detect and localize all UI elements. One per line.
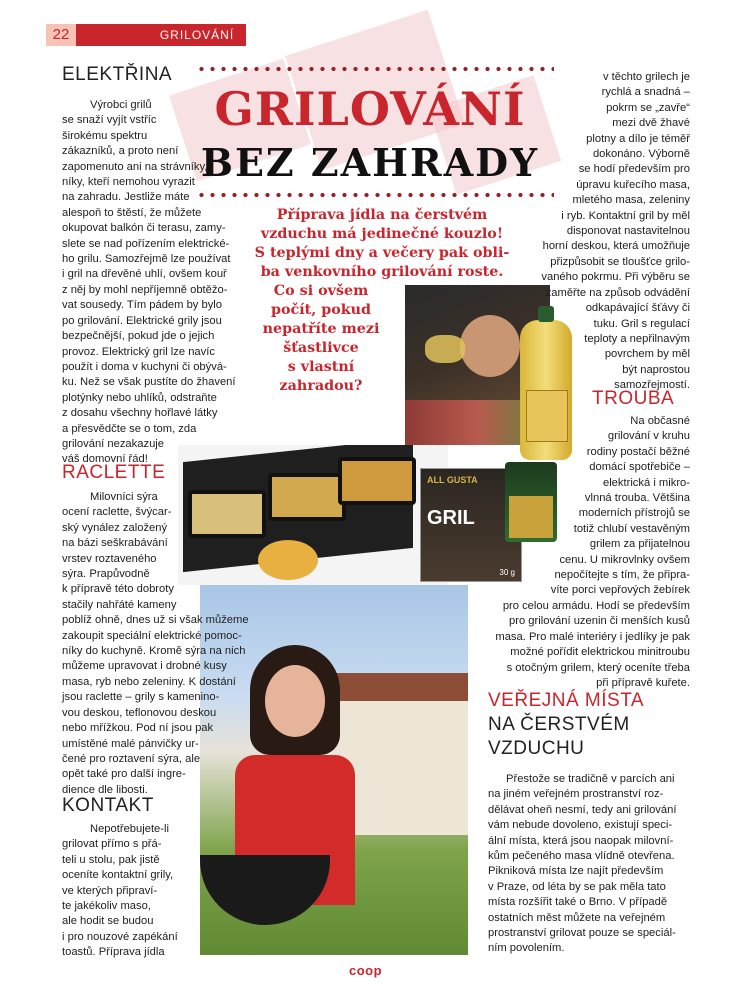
text-line: mletého masa, zeleniny [572,194,690,207]
text-line: možné pořídit elektrickou minitroubu [510,646,690,659]
title-line2: BEZ ZAHRADY [200,140,540,185]
text-line: grilování nezakazuje [62,437,164,450]
text-line: masa, ryb nebo zeleniny. K dostání [62,675,236,688]
lead-line: zahradou? [279,378,363,394]
text-line: můžeme upravovat i drobné kusy [62,660,227,673]
lead-paragraph-end [246,282,396,396]
text-line: i pro nouzové zapékání [62,930,178,943]
text-line: umístěné malé pánvičky ur- [62,737,199,750]
spice-name: GRIL [427,507,475,529]
text-line: v Praze, od léta by se pak měla tato [488,880,666,893]
text-line: přizpůsobit se tloušťce grilo- [550,255,690,268]
raclette-pan [338,457,416,505]
text-line: pokrm se „zavře“ [606,101,690,114]
lead-line: nepatříte mezi [262,321,380,337]
text-line: cenu. U mikrovlnky ovšem [559,553,690,566]
text-line: bezpečnější, pokud jde o jejich [62,330,215,343]
oil-stream [425,335,465,363]
text-line: po grilování. Elektrické grily jsou [62,314,222,327]
text-line: vrstev roztaveného [62,552,157,565]
text-line: opět také pro další ingre- [62,768,186,781]
text-line: masa. Pro malé interiéry i jedlíky je pak [495,630,690,643]
text-line: toastů. Příprava jídla [62,946,165,959]
text-line: disponovat nastavitelnou [566,225,690,238]
text-line: domácí spotřebiče – [589,461,690,474]
lead-paragraph [222,206,542,282]
lead-line: Co si ovšem [273,283,369,299]
text-line: váš domovní řád! [62,453,148,466]
text-line: zákazníků, a proto není [62,145,179,158]
text-line: zapomenuto ani na strávníky, [62,160,208,173]
spice-brand: ALL GUSTA [427,475,478,485]
text-line: grilovat přímo s přá- [62,838,162,851]
text-line: níky do kuchyně. Kromě sýra na nich [62,645,246,658]
text-line: plotýnky nebo uhlíků, odstraňte [62,391,217,404]
chef-face [460,315,520,377]
text-line: samozřejmostí. [614,379,690,392]
text-line: být naprostou [622,363,690,376]
text-line: dokonáno. Výborně [592,148,690,161]
text-line: vám nebude dovoleno, existují speci- [488,819,673,832]
text-line: ocení raclette, švýcar- [62,506,172,519]
spice-weight: 30 g [499,568,515,577]
heading-elektrina: ELEKTŘINA [62,64,173,85]
text-line: širokému spektru [62,129,148,142]
text-line: moderních přístrojů se [578,507,690,520]
text-line: Výrobci grilů [90,99,152,111]
text-line: elektrická i mikro- [602,476,690,489]
lead-line: S teplými dny a večery pak obli- [254,245,510,261]
text-line: při přípravě kuřete. [596,676,690,689]
text-line: poblíž ohně, dnes už si však můžeme [62,614,249,627]
text-line: plotny a dílo je téměř [586,132,690,145]
text-line: místa rozšířit také o Brno. V případě [488,896,668,909]
text-line: mezi dvě žhavé [612,117,690,130]
text-line: rychlá a snadná – [601,86,690,99]
woman-face [265,665,325,737]
text-right-top [538,70,690,394]
text-line: se snaží vyjít vstříc [62,114,157,127]
text-line: Milovníci sýra [90,491,158,503]
text-line: stačily nahřáté kameny [62,598,177,611]
raclette-pan [268,473,346,521]
text-verejna [488,772,698,957]
lead-line: šťastlivce [283,340,359,356]
text-line: nebo mřížkou. Pod ní jsou pak [62,722,214,735]
text-line: použít i doma v kuchyni či obývá- [62,360,227,373]
text-line: grilování v kruhu [607,430,690,443]
text-line: oceníte kontaktní grily, [62,869,174,882]
heading-verejna-line2: NA ČERSTVÉM [488,714,630,735]
text-kontakt [62,822,222,961]
text-line: jsou raclette – grily s kamenino- [62,691,220,704]
heading-verejna [488,690,698,760]
text-line: kům pečeného masa vlídně otevřena. [488,850,675,863]
text-line: pro celou armádu. Hodí se především [502,599,690,612]
heading-raclette: RACLETTE [62,462,166,483]
text-elektrina [62,98,268,468]
text-line: z dosahu všechny hořlavé látky [62,407,218,420]
text-line: teli u stolu, pak jistě [62,853,160,866]
text-line: zaměřte na způsob odvádění [545,286,690,299]
heading-trouba: TROUBA [592,388,675,409]
lead-line: vzduchu má jedinečné kouzlo! [260,226,504,242]
text-line: vlnná trouba. Většina [584,492,690,505]
page-number: 22 [46,24,76,46]
text-line: a přesvědčte se o tom, zda [62,422,197,435]
text-trouba [470,414,690,691]
text-line: na jiném veřejném prostranství roz- [488,788,664,801]
text-line: provoz. Elektrický gril lze navíc [62,345,215,358]
text-line: ním povolením. [488,942,565,955]
lead-line: počít, pokud [270,302,372,318]
text-line: zakoupit speciální elektrické pomoc- [62,629,242,642]
text-line: alespoň to štěstí, že můžete [62,206,202,219]
text-line: tuku. Gril s regulací [593,317,690,330]
text-line: vat sousedy. Tím pádem by bylo [62,299,223,312]
text-line: víte porci vepřových žebírek [550,584,690,597]
text-line: ho grilu. Samozřejmě lze používat [62,253,231,266]
text-line: dělávat oheň nesmí, tedy ani grilování [488,803,677,816]
text-line: dience dle libosti. [62,783,148,796]
text-line: na zahradu. Jestliže máte [62,191,190,204]
text-line: prostranství grilovat pouze se speciál- [488,927,676,940]
text-line: Pikniková místa lze najít především [488,865,664,878]
text-line: v těchto grilech je [602,71,690,83]
text-line: Na občasné [630,415,690,427]
text-line: teploty a nepřilnavým [584,332,690,345]
text-line: čené pro roztavení sýra, ale [62,752,201,765]
heading-verejna-red: VEŘEJNÁ MÍSTA [488,690,645,711]
text-line: pro grilování uzenin či menších kusů [509,615,690,628]
text-line: sýra. Prapůvodně [62,568,150,581]
text-line: se hodí především pro [578,163,690,176]
lead-line: s vlastní [287,359,355,375]
title-line1: GRILOVÁNÍ [214,82,526,136]
text-line: s otočným grilem, který oceníte třeba [506,661,690,674]
coop-logo: coop [349,963,383,978]
text-line: grilem za přijatelnou [589,538,690,551]
text-line: z něj by mohl nepříjemně obtěžo- [62,283,228,296]
text-line: ální místa, která jsou naopak milovní- [488,834,674,847]
text-line: ve kterých připraví- [62,884,158,897]
text-line: Přestože se tradičně v parcích ani [506,773,675,785]
text-line: Nepotřebujete-li [90,823,169,835]
text-line: na bázi seškrabávání [62,537,168,550]
text-line: níky, kteří nemohou vyrazit [62,176,195,189]
text-line: ský vynález založený [62,521,168,534]
text-line: te jakékoliv maso, [62,900,151,913]
text-line: ku. Než se však pustíte do žhavení [62,376,236,389]
section-label: GRILOVÁNÍ [159,28,235,42]
text-line: odkapávající šťávy či [585,302,690,315]
heading-kontakt: KONTAKT [62,795,154,816]
title-dots-top [196,66,554,72]
text-line: nepočítejte s tím, že připra- [554,569,690,582]
text-line: horní deskou, která umožňuje [542,240,690,253]
lead-line: Příprava jídla na čerstvém [276,207,488,223]
lead-line: ba venkovního grilování roste. [260,264,504,280]
text-line: rodiny postačí běžné [586,445,690,458]
text-raclette [62,490,272,798]
text-line: úpravu kuřecího masa, [576,178,690,191]
text-line: vaného pokrmu. Při výběru se [541,271,690,284]
text-line: povrchem by měl [604,348,690,361]
text-line: okupovat balkón či terasu, zamy- [62,222,226,235]
text-line: i gril na dřevěné uhlí, ovšem kouř [62,268,227,281]
text-line: slete se nad pořízením elektrické- [62,237,230,250]
text-line: totiž chlubí vestavěným [573,522,690,535]
text-line: ale hodit se budou [62,915,154,928]
text-line: k přípravě této dobroty [62,583,174,596]
text-line: i ryb. Kontaktní gril by měl [561,209,690,222]
text-line: vou deskou, teflonovou deskou [62,706,217,719]
text-line: ostatních měst můžete na veřejném [488,911,666,924]
heading-verejna-line3: VZDUCHU [488,738,585,759]
